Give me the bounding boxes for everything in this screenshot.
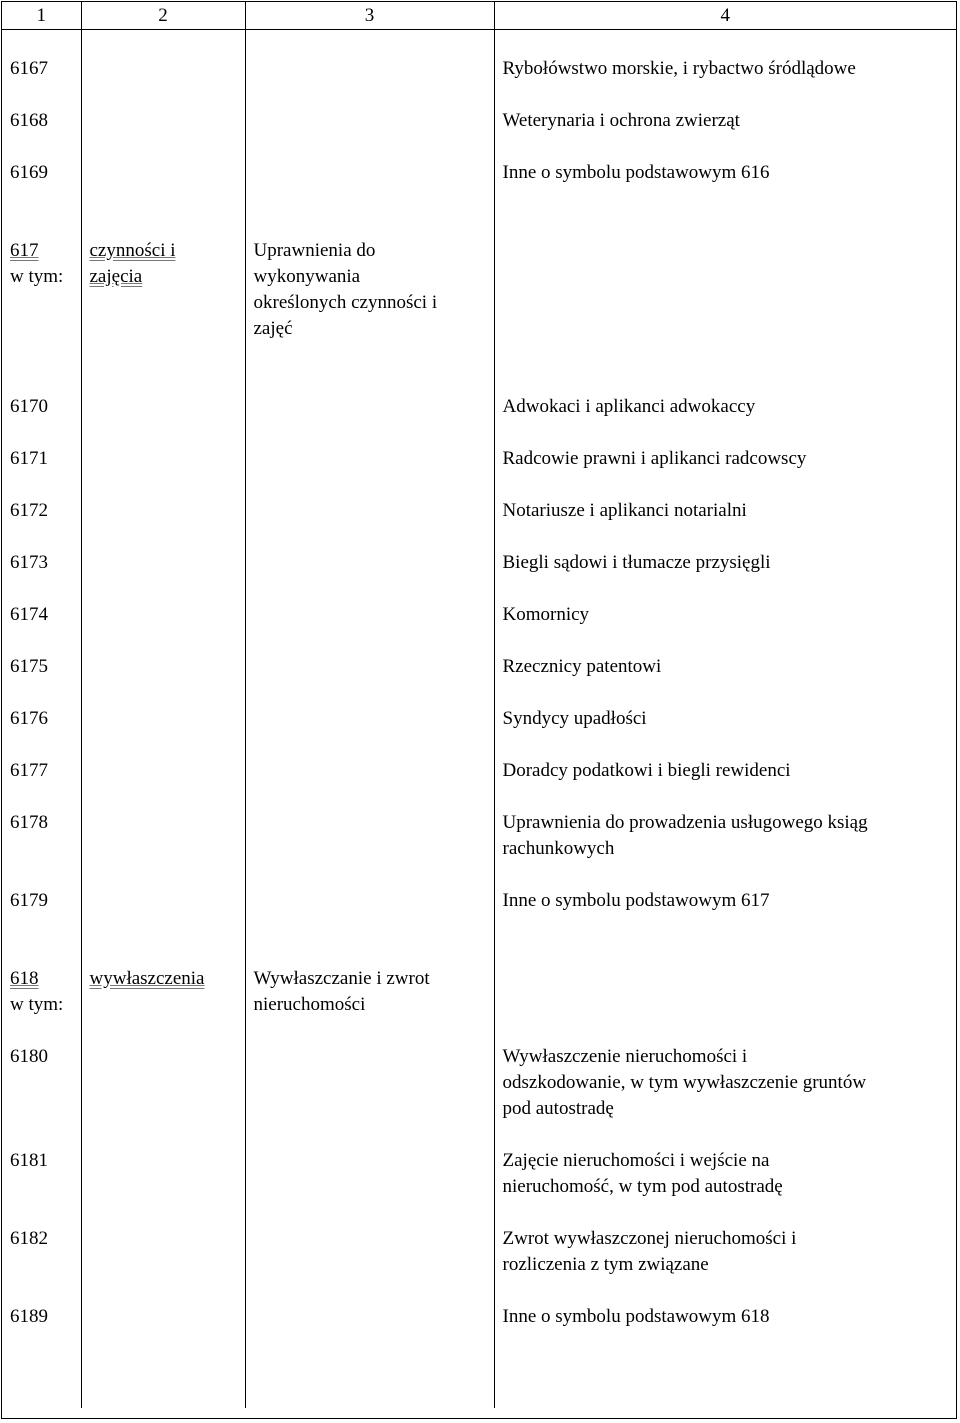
row-code: 6178 bbox=[10, 812, 48, 833]
row-description: Syndycy upadłości bbox=[494, 706, 956, 732]
spacer-row bbox=[2, 1278, 956, 1304]
group-row-617 bbox=[2, 238, 956, 342]
spacer-row bbox=[2, 524, 956, 550]
group-wtym-label: w tym: bbox=[10, 994, 64, 1015]
table-row bbox=[2, 1148, 956, 1200]
row-description bbox=[494, 810, 956, 862]
table-row bbox=[2, 1044, 956, 1122]
row-description-line-2: odszkodowanie, w tym wywłaszczenie gruntów bbox=[502, 1072, 867, 1093]
group-title-line-2: nieruchomości bbox=[253, 994, 366, 1015]
group-keyword-line-2: zajęcia bbox=[89, 266, 143, 287]
spacer-row bbox=[2, 784, 956, 810]
table-row bbox=[2, 654, 956, 680]
row-description-line-1: Zajęcie nieruchomości i wejście na bbox=[502, 1150, 770, 1171]
group-title-cell bbox=[245, 966, 494, 1018]
spacer-row bbox=[2, 576, 956, 602]
row-code: 6171 bbox=[10, 448, 48, 469]
spacer-row bbox=[2, 186, 956, 238]
header-col-4: 4 bbox=[494, 2, 956, 30]
group-keyword-cell bbox=[81, 238, 245, 342]
header-col-2: 2 bbox=[81, 2, 245, 30]
row-code: 6174 bbox=[10, 604, 48, 625]
row-description-line-2: rozliczenia z tym związane bbox=[502, 1254, 709, 1275]
header-col-1: 1 bbox=[2, 2, 81, 30]
group-keyword: wywłaszczenia bbox=[89, 968, 205, 989]
table-row bbox=[2, 498, 956, 524]
row-description: Inne o symbolu podstawowym 617 bbox=[494, 888, 956, 914]
row-code: 6172 bbox=[10, 500, 48, 521]
table-row bbox=[2, 108, 956, 134]
row-code: 6168 bbox=[10, 110, 48, 131]
row-description-line-2: nieruchomość, w tym pod autostradę bbox=[502, 1176, 783, 1197]
group-title-line-4: zajęć bbox=[253, 318, 293, 339]
spacer-row bbox=[2, 342, 956, 394]
row-code: 6170 bbox=[10, 396, 48, 417]
classification-table bbox=[2, 2, 956, 1408]
table-row bbox=[2, 810, 956, 862]
spacer-row bbox=[2, 82, 956, 108]
table-row bbox=[2, 550, 956, 576]
row-code: 6173 bbox=[10, 552, 48, 573]
group-keyword-cell bbox=[81, 966, 245, 1018]
row-description: Rzecznicy patentowi bbox=[494, 654, 956, 680]
group-title-line-1: Uprawnienia do bbox=[253, 240, 376, 261]
row-description-line-1: Uprawnienia do prowadzenia usługowego ksiąg bbox=[502, 812, 868, 833]
group-title-cell bbox=[245, 238, 494, 342]
group-code: 617 bbox=[10, 240, 39, 261]
row-description: Inne o symbolu podstawowym 618 bbox=[494, 1304, 956, 1330]
row-code: 6167 bbox=[10, 58, 48, 79]
group-wtym-label: w tym: bbox=[10, 266, 64, 287]
spacer-row bbox=[2, 1330, 956, 1408]
table-row bbox=[2, 56, 956, 82]
spacer-row bbox=[2, 732, 956, 758]
row-description bbox=[494, 1226, 956, 1278]
group-title-line-1: Wywłaszczanie i zwrot bbox=[253, 968, 430, 989]
row-description: Komornicy bbox=[494, 602, 956, 628]
row-description bbox=[494, 1148, 956, 1200]
table-row bbox=[2, 758, 956, 784]
group-title-line-2: wykonywania bbox=[253, 266, 361, 287]
row-description: Doradcy podatkowi i biegli rewidenci bbox=[494, 758, 956, 784]
spacer-row bbox=[2, 680, 956, 706]
spacer-row bbox=[2, 134, 956, 160]
row-description: Radcowie prawni i aplikanci radcowscy bbox=[494, 446, 956, 472]
table-row bbox=[2, 394, 956, 420]
table-row bbox=[2, 446, 956, 472]
table-row bbox=[2, 1304, 956, 1330]
table-row bbox=[2, 1226, 956, 1278]
spacer-row bbox=[2, 862, 956, 888]
group-keyword-line-1: czynności i bbox=[89, 240, 176, 261]
row-description-line-1: Zwrot wywłaszczonej nieruchomości i bbox=[502, 1228, 797, 1249]
spacer-row bbox=[2, 420, 956, 446]
spacer-row bbox=[2, 1200, 956, 1226]
row-description-line-2: rachunkowych bbox=[502, 838, 615, 859]
row-description: Rybołówstwo morskie, i rybactwo śródlądowe bbox=[494, 56, 956, 82]
row-code: 6181 bbox=[10, 1150, 48, 1171]
row-code: 6169 bbox=[10, 162, 48, 183]
spacer-row bbox=[2, 914, 956, 966]
row-description: Biegli sądowi i tłumacze przysięgli bbox=[494, 550, 956, 576]
table-row bbox=[2, 602, 956, 628]
row-description-line-1: Wywłaszczenie nieruchomości i bbox=[502, 1046, 748, 1067]
row-code: 6175 bbox=[10, 656, 48, 677]
row-description-line-3: pod autostradę bbox=[502, 1098, 614, 1119]
table-row bbox=[2, 160, 956, 186]
spacer-row bbox=[2, 628, 956, 654]
row-code: 6177 bbox=[10, 760, 48, 781]
row-description: Adwokaci i aplikanci adwokaccy bbox=[494, 394, 956, 420]
group-code-cell bbox=[2, 238, 81, 342]
row-description bbox=[494, 1044, 956, 1122]
group-row-618 bbox=[2, 966, 956, 1018]
row-code: 6182 bbox=[10, 1228, 48, 1249]
column-number-header bbox=[2, 2, 956, 30]
spacer-row bbox=[2, 472, 956, 498]
row-code: 6189 bbox=[10, 1306, 48, 1327]
row-description: Inne o symbolu podstawowym 616 bbox=[494, 160, 956, 186]
row-code: 6176 bbox=[10, 708, 48, 729]
spacer-row bbox=[2, 1122, 956, 1148]
table-row bbox=[2, 888, 956, 914]
classification-table-page bbox=[1, 1, 957, 1419]
group-title-line-3: określonych czynności i bbox=[253, 292, 438, 313]
table-row bbox=[2, 706, 956, 732]
spacer-row bbox=[2, 1018, 956, 1044]
row-description: Notariusze i aplikanci notarialni bbox=[494, 498, 956, 524]
group-code: 618 bbox=[10, 968, 39, 989]
row-description: Weterynaria i ochrona zwierząt bbox=[494, 108, 956, 134]
spacer-row bbox=[2, 30, 956, 57]
group-code-cell bbox=[2, 966, 81, 1018]
header-col-3: 3 bbox=[245, 2, 494, 30]
row-code: 6180 bbox=[10, 1046, 48, 1067]
row-code: 6179 bbox=[10, 890, 48, 911]
